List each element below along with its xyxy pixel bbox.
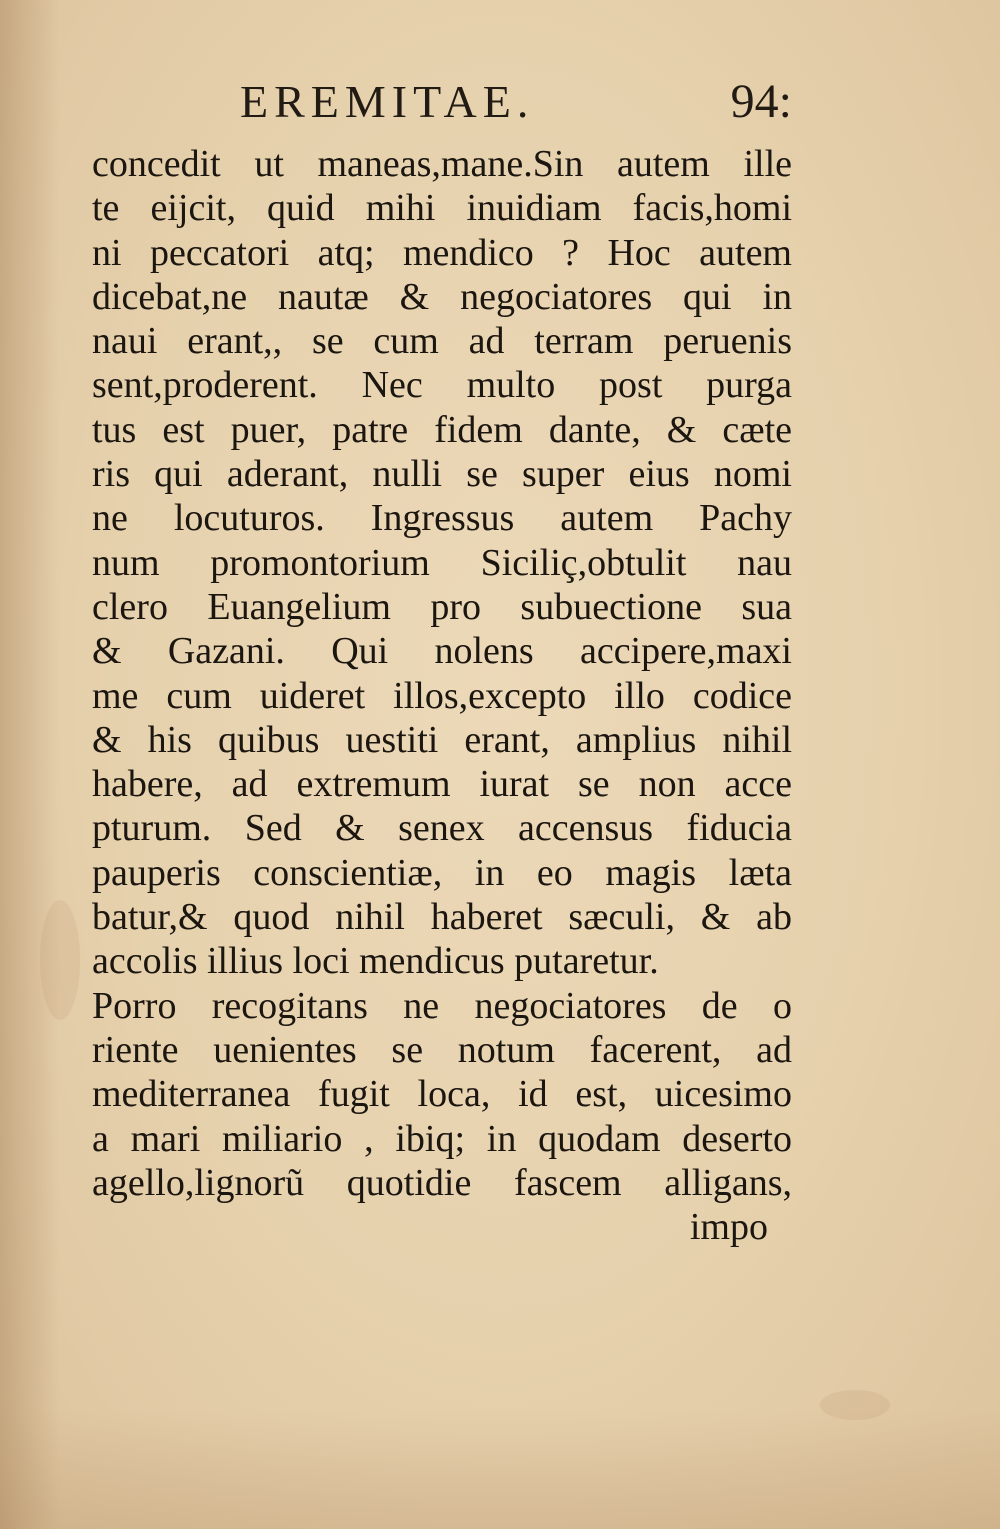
paper-stain [820, 1390, 890, 1420]
text-line: mediterranea fugit loca, id est, uicesimo [92, 1073, 792, 1116]
text-line: te eijcit, quid mihi inuidiam facis,homi [92, 187, 792, 230]
text-line: Porro recogitans ne negociatores de o [92, 984, 792, 1027]
body-text [92, 142, 792, 1249]
page-edge-shadow [0, 1409, 1000, 1529]
text-line: batur,& quod nihil haberet sæculi, & ab [92, 896, 792, 939]
text-line: concedit ut maneas,mane.Sin autem ille [92, 143, 792, 185]
text-line: tus est puer, patre fidem dante, & cæte [92, 408, 792, 451]
paper-stain [40, 900, 80, 1020]
text-line: me cum uideret illos,excepto illo codice [92, 674, 792, 717]
text-line: ni peccatori atq; mendico ? Hoc autem [92, 231, 792, 274]
text-line: & his quibus uestiti erant, amplius nihil [92, 718, 792, 761]
text-line: clero Euangelium pro subuectione sua [92, 585, 792, 628]
text-line: num promontorium Siciliç,obtulit nau [92, 541, 792, 584]
text-line: pturum. Sed & senex accensus fiducia [92, 807, 792, 850]
text-line: habere, ad extremum iurat se non acce [92, 763, 792, 806]
text-line: dicebat,ne nautæ & negociatores qui in [92, 275, 792, 318]
text-line: ne locuturos. Ingressus autem Pachy [92, 497, 792, 540]
gutter-shadow [0, 0, 60, 1529]
text-line: a mari miliario , ibiq; in quodam deserto [92, 1117, 792, 1160]
text-line: agello,lignorũ quotidie fascem alligans, [92, 1161, 792, 1204]
text-line: naui erant,, se cum ad terram peruenis [92, 320, 792, 363]
text-line: accolis illius loci mendicus putaretur. [92, 940, 659, 983]
text-line: & Gazani. Qui nolens accipere,maxi [92, 630, 792, 673]
text-line: riente uenientes se notum facerent, ad [92, 1028, 792, 1071]
page-header [240, 72, 800, 132]
text-line: sent,proderent. Nec multo post purga [92, 364, 792, 407]
running-title: EREMITAE. [240, 76, 535, 127]
text-line: pauperis conscientiæ, in eo magis læta [92, 851, 792, 894]
page-number: 94: [730, 75, 792, 128]
text-line: ris qui aderant, nulli se super eius nomi [92, 453, 792, 496]
catchword: impo [689, 1206, 768, 1249]
